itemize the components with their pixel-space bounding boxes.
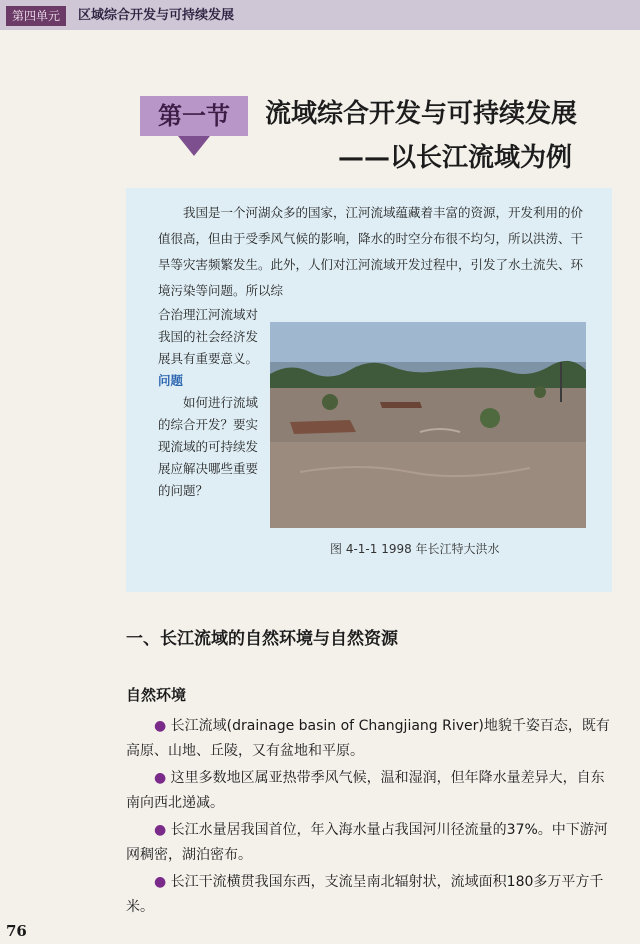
- intro-paragraph: 我国是一个河湖众多的国家，江河流域蕴藏着丰富的资源，开发利用的价值很高，但由于受季风气候的影响，降水的时空分布很不均匀，所以洪涝、干旱等灾害频繁发生。此外，人们对江河流域开发过程中，引发了水土流失、环境污染等问题。所以综: [158, 205, 584, 298]
- section-subtitle: ——以长江流域为例: [338, 143, 573, 173]
- heading-natural-environment: 自然环境: [126, 686, 187, 704]
- bullet-item: [126, 870, 616, 920]
- figure-caption: 图 4-1-1 1998 年长江特大洪水: [330, 542, 500, 556]
- question-label: 问题: [158, 373, 184, 388]
- question-text: 如何进行流域的综合开发？要实现流域的可持续发展应解决哪些重要的问题？: [158, 395, 259, 498]
- bullet-item: [126, 818, 616, 868]
- heading-natural-environment-resources: 一、长江流域的自然环境与自然资源: [126, 629, 398, 649]
- section-title: 流域综合开发与可持续发展: [265, 99, 578, 129]
- bullet-dot-icon: ●: [154, 822, 167, 838]
- bullet-text: 长江水量居我国首位，年入海水量占我国河川径流量的37%。中下游河网稠密，湖泊密布。: [126, 822, 608, 863]
- bullet-dot-icon: ●: [154, 718, 167, 734]
- bullet-item: [126, 714, 616, 764]
- unit-title: 区域综合开发与可持续发展: [78, 8, 235, 23]
- section-number-tag: [140, 96, 248, 136]
- bullet-text: 长江干流横贯我国东西，支流呈南北辐射状，流域面积180多万平方千米。: [126, 874, 604, 915]
- page-number: 76: [6, 922, 27, 940]
- flood-photo: [270, 322, 586, 528]
- bullet-item: [126, 766, 616, 816]
- bullet-dot-icon: ●: [154, 874, 167, 890]
- section-number: 第一节: [158, 101, 230, 130]
- section-tag-pointer: [178, 136, 210, 156]
- bullet-dot-icon: ●: [154, 770, 167, 786]
- unit-header-bar: [0, 0, 640, 30]
- intro-side-column: [158, 304, 262, 502]
- bullet-text: 长江流域(drainage basin of Changjiang River)地貌千姿百态，既有高原、山地、丘陵，又有盆地和平原。: [126, 718, 610, 759]
- bullet-text: 这里多数地区属亚热带季风气候，温和湿润，但年降水量差异大，自东南向西北递减。: [126, 770, 605, 811]
- intro-side-text: 合治理江河流域对我国的社会经济发展具有重要意义。: [158, 307, 259, 366]
- bullet-list: [126, 714, 616, 922]
- unit-tab: 第四单元: [6, 6, 66, 26]
